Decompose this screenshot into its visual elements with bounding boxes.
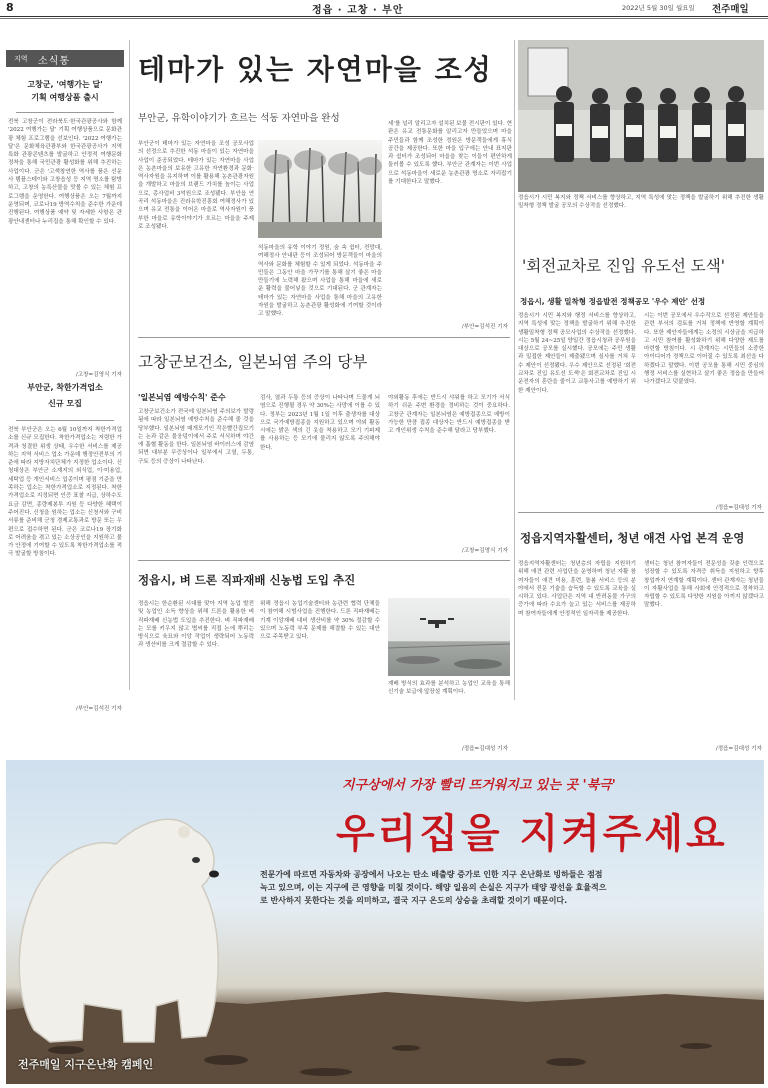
- health-article-byline: /고창=김영식 기자: [461, 548, 508, 554]
- ad-footer: 전주매일 지구온난화 캠페인: [18, 1058, 154, 1071]
- right-article-byline: /정읍=김대성 기자: [715, 505, 762, 511]
- sidebar-item2-body: 전북 부안군은 오는 6월 10일까지 착한가격업소를 신규 모집한다. 착한가격업소는 저렴한 가격과 청결한 위생 상태, 우수한 서비스를 제공하는 지역 서비스 업소 가운데 행정안전부의 기준에 따라 지방자치단체가 지정한 업소이다. 신청대상은 부안군 소재지의 외식업, 이·미용업, 세탁업 등 개인서비스 업종이며 평점 기준을 만족하는 업소는 착한가격업소로 지정된다. 착한가격업소로 지정되면 인증 표찰 지급, 상하수도 요금 감면, 종량제봉투 지원 등 다양한 혜택이 주어진다. 신청을 원하는 업소는 신청서와 구비서류를 준비해 군청 경제교통과로 방문 또는 우편으로 접수하면 된다. 군은 코로나19 장기화로 어려움을 겪고 있는 소상공인을 지원하고 물가 안정에 기여할 수 있도록 착한가격업소를 적극 발굴할 방침이다.: [8, 427, 122, 558]
- sidebar-item1-title: [6, 78, 124, 104]
- sidebar-tag-title: 소식통: [38, 56, 70, 67]
- health-article-subtitle: '일본뇌염 예방수칙' 준수: [138, 393, 226, 402]
- right-article-col1: 정읍시가 시민 복지와 행정 서비스를 향상하고, 지역 특성에 맞는 정책을 발굴하기 위해 추진한 생활밀착형 정책 공모사업의 수상작을 선정했다. 시는 5월 24~25일 양일간 정읍시청과 공무원을 대상으로 공모를 실시했다. 공모에는 주민 생활과 밀접한 제안들이 제출됐으며 심사를 거쳐 우수 제안이 선정됐다. 우수 제안으로 선정된 '회전교차로 진입 유도선 도색'은 회전교차로 진입 시 운전자의 혼란을 줄이고 교통사고를 예방하기 위한 제안이다.: [518, 313, 636, 394]
- main-article-subtitle: 부안군, 유학이야기가 흐르는 석동 자연마을 완성: [138, 113, 340, 124]
- ad-body-line2: 녹고 있으며, 이는 지구에 큰 영향을 미칠 것이다. 해양 일음의 손실은 지구가 태양 광선을 효율적으: [260, 883, 607, 892]
- right-article-col2: 시는 이번 공모에서 우수작으로 선정된 제안들을 관련 부서의 검토를 거쳐 정책에 반영할 계획이다. 또한 제안자들에게는 소정의 시상금을 지급하고 시민 참여를 활성화하기 위해 다양한 제도를 마련할 방침이다. 시 관계자는 시민들의 소중한 아이디어가 정책으로 이어질 수 있도록 최선을 다하겠다고 말했다. 이번 공모를 통해 시민 중심의 행정 서비스를 실현하고 살기 좋은 정읍을 만들어 나가겠다고 덧붙였다.: [644, 313, 764, 386]
- sidebar-tag-region: 지역: [14, 55, 28, 63]
- ad-headline: 우리집을 지켜주세요: [336, 811, 728, 857]
- page-header: [0, 0, 768, 16]
- drone-article-title: 정읍시, 벼 드론 직파재배 신농법 도입 추진: [138, 573, 356, 587]
- health-article-title: 고창군보건소, 일본뇌염 주의 당부: [138, 353, 368, 371]
- main-article-title: 테마가 있는 자연마을 조성: [138, 53, 493, 86]
- sidebar-item2-title: [6, 380, 124, 412]
- main-article-col1: 부안군이 테마가 있는 자연마을 조성 공모사업의 선정으로 추진한 석동 마을이 있는 자연마을 사업이 준공되었다. 테마가 있는 자연마을 사업은 농촌마을의 보유한 고유한 자연환경과 문화·역사자원을 유지하며 이를 활용해 농촌관광자원을 개발하고 마을의 브랜드 가치를 높이는 사업으로, 총사업비 3억원으로 조성됐다. 부안읍 연곡리 석동마을은 진라유학진흥회 여해정사가 있으며 유교 전통을 이어온 마을로 역사자원이 풍부한 마을로 유학이야기가 흐르는 마을을 주제로 조성됐다.: [138, 141, 254, 230]
- health-article-col2: 검사, 열과 두통 등의 증상이 나타나며 드물게 뇌염으로 진행될 경우 약 30%는 사망에 이를 수 있다. 정부는 2023년 1월 1일 이후 출생자를 대상으로 국가예방접종을 지원하고 있으며 야외 활동 시에는 밝은 색의 긴 옷을 착용하고 모기 기피제를 사용하는 등 모기에 물리지 않도록 주의해야 한다.: [260, 395, 380, 451]
- drone-article-byline: /정읍=김대성 기자: [461, 746, 508, 752]
- main-article-col2: 석동마을의 유학 이야기 정원, 숲 속 쉼터, 전망대, 여해정사 안내판 등이 조성되어 방문객들이 마을의 역사와 문화를 체험할 수 있게 되었다. 석동마을 주민들은 그동안 마을 가꾸기를 통해 살기 좋은 마을 만들기에 노력해 왔으며 사업을 통해 마을에 새로운 활력을 불어넣을 것으로 기대된다. 군 관계자는 테마가 있는 자연마을 사업을 통해 마을의 고유한 자원을 발굴하고 농촌관광 활성화에 기여할 것이라고 말했다.: [258, 245, 382, 318]
- issue-date: 2022년 5월 30일 월요일: [622, 4, 695, 12]
- forest-trees-image: [258, 140, 382, 238]
- sidebar-news-brief: [6, 44, 124, 744]
- youth-article-col2: 센터는 청년 참여자들이 전문성을 갖춘 인력으로 성장할 수 있도록 자격증 취득을 지원하고 향후 창업까지 연계할 계획이다. 센터 관계자는 청년들이 자활사업을 통해 사회에 안정적으로 정착하고 자립할 수 있도록 다양한 지원을 아끼지 않겠다고 말했다.: [644, 561, 764, 609]
- sidebar-item2-title-line1: 부안군, 착한가격업소: [27, 383, 103, 392]
- newspaper-name: 전주매일: [712, 4, 749, 15]
- award-group-photo: [518, 40, 764, 192]
- sidebar-item1-title-line2: 기획 여행상품 출시: [31, 93, 99, 102]
- sidebar-tag: [6, 50, 124, 67]
- health-article-col1: 고창군보건소가 전국에 일본뇌염 주의보가 발령됨에 따라 일본뇌염 예방수칙을 준수해 줄 것을 당부했다. 일본뇌염 매개모기인 작은빨간집모기는 논과 같은 물웅덩이에서 주로 서식하며 야간에 흡혈 활동을 한다. 일본뇌염 바이러스에 감염되면 대부분 무증상이나 일부에서 고열, 두통, 구토 등의 증상이 나타난다.: [138, 409, 254, 465]
- main-article-col3: 세'를 널리 알리고자 설치된 보물 전시판이 있다. 현판은 유교 전통문화를 알리고자 만들었으며 마을 주민들과 함께 조성한 정원은 방문객들에게 휴식 공간을 제공한다. 또한 마을 입구에는 안내 표지판과 쉼터가 조성되어 마을을 찾는 이들이 편안하게 둘러볼 수 있도록 했다. 부안군 관계자는 이번 사업으로 석동마을이 새로운 농촌관광 명소로 자리잡기를 기대한다고 말했다.: [388, 121, 512, 186]
- forest-photo: [258, 140, 382, 238]
- drone-article-col1: 정읍시는 한순환된 시대를 맞아 지역 농업 발전 및 농업인 소득 향상을 위해 드론을 활용한 벼 직파재배 신농법 도입을 추진한다. 벼 직파재배는 모를 키우지 않고 볍씨를 직접 논에 뿌리는 방식으로 육묘와 이앙 작업이 생략되어 노동력과 생산비를 크게 절감할 수 있다.: [138, 601, 254, 649]
- award-ceremony-image: [518, 40, 764, 192]
- ad-body: [260, 868, 756, 907]
- drone-article-col3: 재배 방식의 효과를 분석하고 농업인 교육을 통해 신기술 보급에 앞장설 계획이다.: [388, 681, 510, 696]
- drone-article-col2: 위해 정읍시 농업기술센터와 농관련 협력 단체들이 참여해 시범사업을 진행한다. 드론 직파재배는 기계 이앙재배 대비 생산비를 약 30% 절감할 수 있으며 노동력 부족 문제를 해결할 수 있는 대안으로 주목받고 있다.: [260, 601, 380, 641]
- drone-field-photo: [388, 598, 510, 676]
- award-photo-caption: 정읍시가 시민 복지와 정책 서비스를 향상하고, 지역 특성에 맞는 정책을 발굴하기 위해 추진한 생활밀착형 정책 발굴 공모의 수상작을 선정했다.: [518, 195, 764, 210]
- section-title: 정읍 · 고창 · 부안: [312, 5, 404, 16]
- sidebar-item2-title-line2: 신규 모집: [48, 399, 82, 408]
- sidebar-item1-byline: /고창=김영식 기자: [75, 372, 122, 378]
- sidebar-item2-byline: /부안=김석진 기자: [75, 706, 122, 712]
- page-number: 8: [6, 1, 14, 14]
- main-article-byline: /부안=김석진 기자: [461, 324, 508, 330]
- climate-campaign-ad: [6, 760, 764, 1084]
- sidebar-item1-title-line1: 고창군, '여행가는 달': [27, 80, 103, 89]
- ad-tagline: 지구상에서 가장 빨리 뜨거워지고 있는 곳 '북극': [342, 778, 616, 793]
- health-article-col3: 야외활동 후에는 반드시 샤워를 하고 모기가 서식하기 쉬운 주변 환경을 정비하는 것이 중요하다. 고창군 관계자는 일본뇌염은 예방접종으로 예방이 가능한 만큼 접종 대상자는 반드시 예방접종을 받고 개인위생 수칙을 준수해 달라고 당부했다.: [388, 395, 510, 435]
- youth-article-byline: /정읍=김대성 기자: [715, 746, 762, 752]
- right-article-title: '회전교차로 진입 유도선 도색': [522, 257, 725, 275]
- right-article-subtitle: 정읍시, 생활 밀착형 정읍발전 정책공모 '우수 제안' 선정: [520, 297, 706, 306]
- youth-article-title: 정읍지역자활센터, 청년 애견 사업 본격 운영: [520, 531, 745, 545]
- ad-body-line1: 전문가에 따르면 자동차와 공장에서 나오는 탄소 배출량 증가로 인한 지구 온난화로 빙하들은 점점: [260, 870, 603, 879]
- drone-over-field-image: [388, 598, 510, 676]
- ad-body-line3: 로 반사하지 못한다는 것을 의미하고, 결국 지구 온도의 상승을 초래할 것이기 때문이다.: [260, 896, 568, 905]
- sidebar-item1-body: 전북 고창군이 전라북도·한국관광공사와 함께 '2022 여행가는 달' 기획 여행상품으로 문화관광 체험 프로그램을 선보인다. '2022 여행가는 달'은 문화체육관광부와 한국관광공사가 지역특화 관광콘텐츠를 발굴하고 안정적 여행문화 정착을 통해 국민관광 활성화를 위해 추진하는 사업이다. 군은 '고색창연한 역사를 품은 선운사 템플스테이와 고창읍성 등 지역 명소를 탐방하고, 고창의 농특산물을 맛볼 수 있는 체험 프로그램을 운영한다. 여행상품은 오는 7월까지 운영되며, 코로나19 방역수칙을 준수한 가운데 진행된다. 여행상품 예약 및 자세한 사항은 관광안내센터나 누리집을 통해 확인할 수 있다.: [8, 119, 122, 225]
- youth-article-col1: 정읍지역자활센터는 청년층의 자립을 지원하기 위해 애견 관련 사업단을 운영하며 청년 자활 참여자들이 애견 미용, 훈련, 돌봄 서비스 등의 분야에서 전문 기술을 습득할 수 있도록 교육을 실시하고 있다. 사업단은 지역 내 반려동물 가구의 증가에 따라 수요가 늘고 있는 서비스를 제공하며 참여자들에게 안정적인 일자리를 제공한다.: [518, 561, 636, 617]
